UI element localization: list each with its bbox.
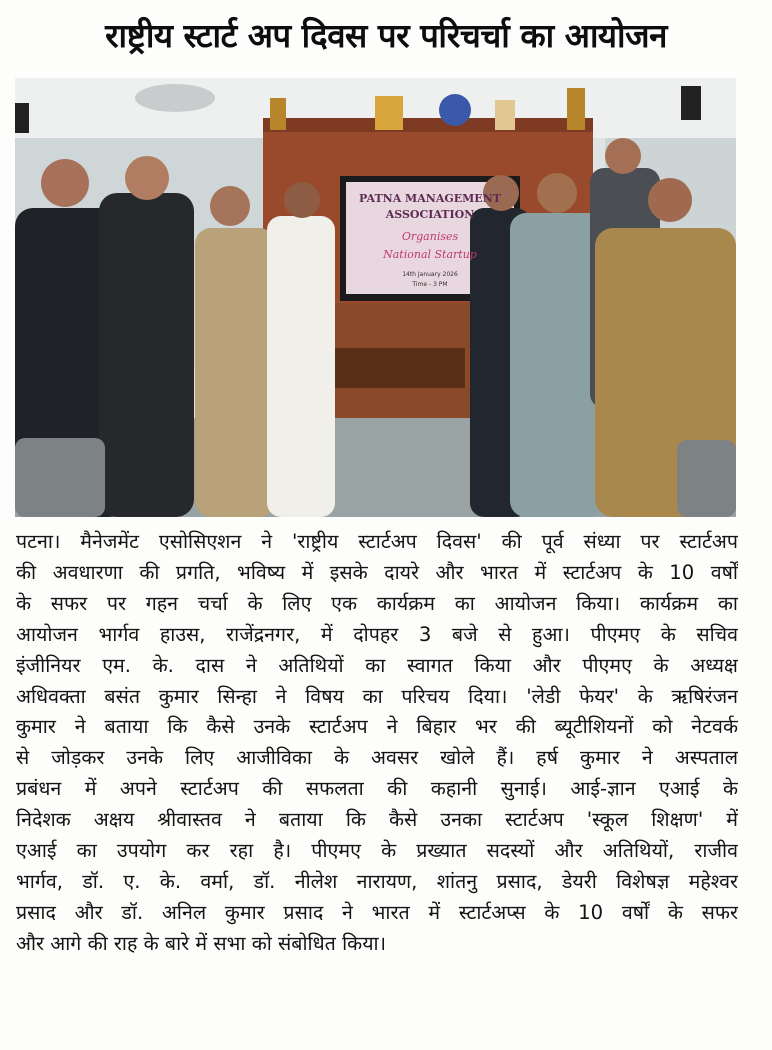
article-line: से जोड़कर उनके लिए आजीविका के अवसर खोले हैं। हर्ष कुमार ने अस्पताल [16,746,738,770]
event-photo [15,78,736,517]
screen-line-6: Time - 3 PM [412,281,448,288]
article-line: आयोजन भार्गव हाउस, राजेंद्रनगर, में दोपहर 3 बजे से हुआ। पीएमए के सचिव [16,622,738,646]
headline: राष्ट्रीय स्टार्ट अप दिवस पर परिचर्चा का आयोजन [105,16,667,55]
article-line: के सफर पर गहन चर्चा के लिए एक कार्यक्रम का आयोजन किया। कार्यक्रम का [16,591,738,615]
screen-line-4: National Startup [383,248,477,261]
screen-line-2: ASSOCIATION [385,208,475,221]
article-line: भार्गव, डॉ. ए. के. वर्मा, डॉ. नीलेश नारायण, शांतनु प्रसाद, डेयरी विशेषज्ञ महेश्वर [16,869,738,893]
screen-line-1: PATNA MANAGEMENT [359,192,501,205]
article-line: निदेशक अक्षय श्रीवास्तव ने बताया कि कैसे उनका स्टार्टअप 'स्कूल शिक्षण' में [16,808,738,832]
article-body [16,527,738,960]
article-line: पटना। मैनेजमेंट एसोसिएशन ने 'राष्ट्रीय स्टार्टअप दिवस' की पूर्व संध्या पर स्टार्टअप [16,530,738,553]
article-line: कुमार ने बताया कि कैसे उनके स्टार्टअप ने बिहार भर की ब्यूटीशियनों को नेटवर्क [16,715,738,739]
screen-line-5: 14th January 2026 [402,271,458,278]
article-line: प्रबंधन में अपने स्टार्टअप की सफलता की कहानी सुनाई। आई-ज्ञान एआई के [16,777,738,801]
article-line: प्रसाद और डॉ. अनिल कुमार प्रसाद ने भारत में स्टार्टअप्स के 10 वर्षों के सफर [16,900,738,924]
article-line: अधिवक्ता बसंत कुमार सिन्हा ने विषय का परिचय दिया। 'लेडी फेयर' के ऋषिरंजन [16,684,738,708]
article-line: और आगे की राह के बारे में सभा को संबोधित किया। [16,931,387,955]
event-photo-illustration [15,78,736,517]
article-line: इंजीनियर एम. के. दास ने अतिथियों का स्वागत किया और पीएमए के अध्यक्ष [16,653,738,677]
article-line: की अवधारणा की प्रगति, भविष्य में इसके दायरे और भारत में स्टार्टअप के 10 वर्षों [16,560,738,584]
screen-line-3: Organises [401,230,459,243]
article-line: एआई का उपयोग कर रहा है। पीएमए के प्रख्यात सदस्यों और अतिथियों, राजीव [16,839,738,863]
